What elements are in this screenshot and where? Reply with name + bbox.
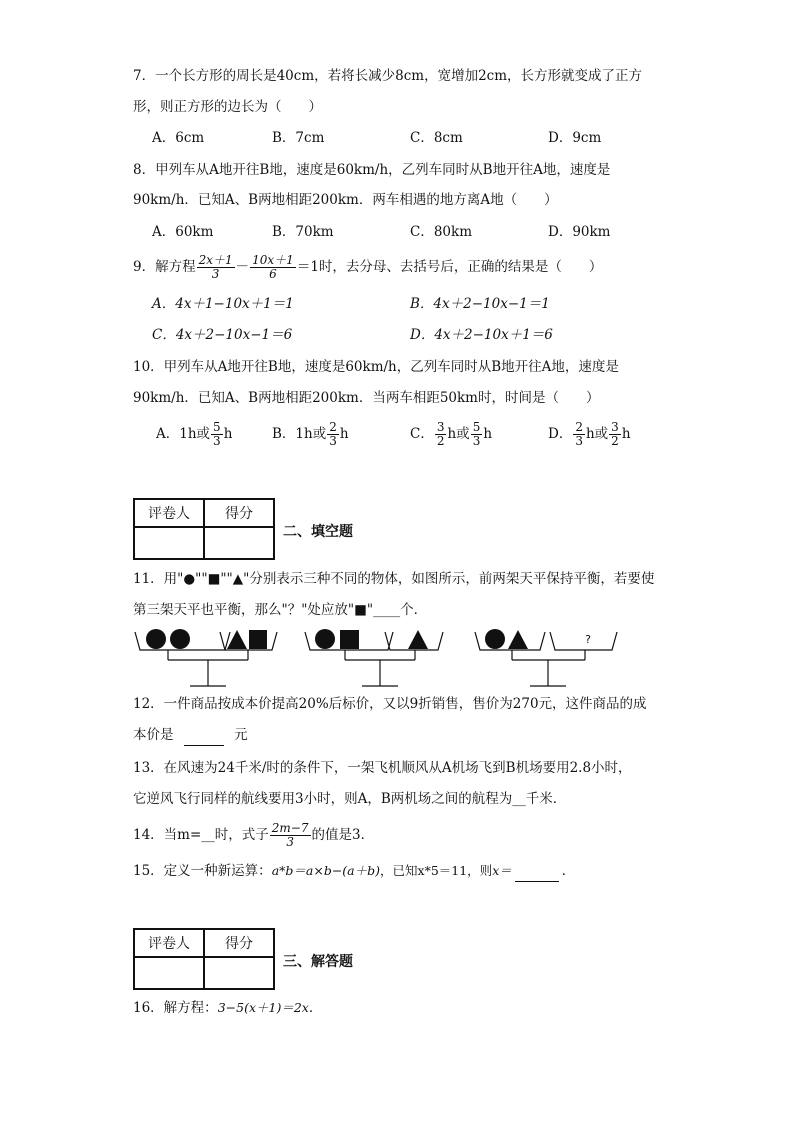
q10-d-fraction-2 [609, 421, 621, 448]
q10-c-fraction-1 [435, 421, 447, 448]
q15-prefix: 15．定义一种新运算： [133, 863, 272, 879]
q10-b-fraction [327, 421, 339, 448]
q9-option-b: B．4x＋2−10x−1＝1 [410, 296, 550, 312]
balance-scale-2 [305, 629, 443, 686]
scale-3-right-pan [550, 632, 617, 650]
q10-c-post: h [483, 426, 493, 442]
q12-line2 [133, 725, 248, 746]
score-table-1-score-header: 得分 [204, 499, 274, 527]
q8-option-a: A．60km [152, 224, 214, 240]
q7-option-c: C．8cm [410, 130, 463, 146]
circle-icon [485, 629, 505, 649]
q10-line2: 90km/h．已知A、B两地相距200km．当两车相距50km时，时间是（ ） [133, 390, 600, 406]
q7-line1: 7．一个长方形的周长是40cm，若将长减少8cm，宽增加2cm，长方形就变成了正方 [133, 68, 643, 84]
q9-suffix: ＝1时，去分母、去括号后，正确的结果是（ ） [296, 259, 603, 275]
score-table-2 [133, 928, 275, 990]
square-icon [340, 630, 359, 649]
q10-c-label: C． [410, 426, 434, 442]
q8-line2: 90km/h．已知A、B两地相距200km．两车相遇的地方离A地（ ） [133, 192, 558, 208]
q16-end: ． [308, 1000, 323, 1016]
scale-3-question-mark: ? [585, 633, 591, 646]
q10-c-den2: 3 [472, 434, 481, 448]
q9-option-a: A．4x＋1−10x＋1＝1 [152, 296, 294, 312]
q10-a-fraction [211, 421, 223, 448]
q11-line1: 11．用"●""■""▲"分别表示三种不同的物体，如图所示，前两架天平保持平衡，若要使 [133, 571, 655, 587]
score-table-2-grader-cell[interactable] [134, 957, 204, 989]
q9-frac1-den: 3 [211, 267, 220, 281]
q10-c-den1: 2 [436, 434, 445, 448]
q10-option-d [548, 418, 631, 450]
q15-formula: a*b＝a×b−(a＋b) [271, 863, 381, 878]
section-answer-title: 三、解答题 [283, 954, 353, 970]
q9-minus: － [235, 259, 250, 275]
q9-frac2-num: 10x＋1 [252, 253, 294, 267]
score-table-2-score-header: 得分 [204, 929, 274, 957]
q10-a-label: A． [156, 426, 180, 442]
triangle-icon [408, 630, 428, 649]
q11-line2: 第三架天平也平衡，那么"？"处应放"■"____个． [133, 602, 428, 618]
q12-line2-prefix: 本价是 [133, 727, 174, 743]
q10-a-den: 3 [213, 434, 221, 448]
q10-b-label: B． [272, 426, 296, 442]
q10-b-post: h [339, 426, 349, 442]
q15-end: ． [561, 863, 576, 879]
q9-prefix: 9．解方程 [133, 259, 196, 275]
q13-line1: 13．在风速为24千米/时的条件下，一架飞机顺风从A机场飞到B机场要用2.8小时， [133, 760, 632, 776]
triangle-icon [508, 630, 528, 649]
q9-frac2-den: 6 [269, 267, 277, 281]
q14-prefix: 14．当m=__时，式子 [133, 827, 269, 843]
balance-scale-1 [135, 629, 277, 686]
q12-line1: 12．一件商品按成本价提高20%后标价，又以9折销售，售价为270元，这件商品的成 [133, 696, 647, 712]
q14-suffix: 的值是3． [311, 827, 375, 843]
q10-d-den2: 2 [611, 434, 619, 448]
q14-frac-num: 2m−7 [271, 821, 309, 835]
circle-icon [315, 629, 335, 649]
q10-c-mid: h或 [447, 426, 470, 442]
q12-answer-blank[interactable] [184, 725, 224, 746]
q10-d-num1: 2 [575, 420, 583, 434]
q16-stem [133, 998, 322, 1018]
q9-fraction-1 [197, 254, 235, 281]
q10-c-fraction-2 [471, 421, 483, 448]
circle-icon [146, 629, 166, 649]
q10-b-den: 3 [329, 434, 337, 448]
q15-mid: ，已知x*5＝11，则 [380, 863, 493, 878]
q14-fraction [270, 822, 311, 849]
q10-line1: 10．甲列车从A地开往B地，速度是60km/h，乙列车同时从B地开往A地，速度是 [133, 359, 619, 375]
q12-line2-suffix: 元 [234, 727, 248, 743]
q15-answer-blank[interactable] [515, 861, 559, 882]
q15-var: x＝ [492, 863, 512, 878]
score-table-1-score-cell[interactable] [204, 527, 274, 559]
q7-option-d: D．9cm [548, 130, 602, 146]
q9-fraction-2 [250, 254, 296, 281]
balance-scale-3 [475, 629, 617, 686]
q16-formula: 3−5(x＋1)＝2x [217, 1000, 309, 1015]
q9-option-d: D．4x＋2−10x＋1＝6 [410, 327, 553, 343]
balance-scales-figure [130, 620, 630, 690]
q10-c-num1: 3 [436, 420, 445, 434]
q14-stem [133, 819, 374, 851]
q10-option-a [156, 418, 232, 450]
circle-icon [170, 629, 190, 649]
score-table-1 [133, 498, 275, 560]
q13-line2: 它逆风飞行同样的航线要用3小时，则A，B两机场之间的航程为__千米． [133, 791, 567, 807]
q9-stem [133, 251, 602, 283]
q10-d-num2: 3 [611, 420, 619, 434]
q8-option-d: D．90km [548, 224, 611, 240]
q10-d-mid: h或 [585, 426, 609, 442]
q10-a-num: 5 [213, 420, 221, 434]
q7-option-b: B．7cm [272, 130, 325, 146]
q8-option-b: B．70km [272, 224, 334, 240]
q14-frac-den: 3 [286, 835, 294, 849]
score-table-1-grader-cell[interactable] [134, 527, 204, 559]
q15-stem [133, 861, 575, 882]
q10-d-fraction-1 [573, 421, 585, 448]
q10-a-pre: 1h或 [179, 426, 211, 442]
score-table-2-grader-header: 评卷人 [134, 929, 204, 957]
square-icon [249, 630, 267, 649]
q10-d-label: D． [548, 426, 573, 442]
q10-c-num2: 5 [472, 420, 481, 434]
q10-option-c [410, 418, 492, 450]
q16-prefix: 16．解方程： [133, 1000, 218, 1016]
score-table-2-score-cell[interactable] [204, 957, 274, 989]
q10-d-den1: 3 [575, 434, 583, 448]
q10-a-post: h [223, 426, 233, 442]
q7-line2: 形，则正方形的边长为（ ） [133, 99, 322, 115]
q10-b-pre: 1h或 [295, 426, 327, 442]
q7-option-a: A．6cm [152, 130, 205, 146]
score-table-1-grader-header: 评卷人 [134, 499, 204, 527]
q10-d-post: h [621, 426, 631, 442]
section-fill-blank-title: 二、填空题 [283, 524, 353, 540]
q9-option-c: C．4x＋2−10x−1＝6 [152, 327, 293, 343]
q10-b-num: 2 [329, 420, 337, 434]
q10-option-b [272, 418, 349, 450]
q9-frac1-num: 2x＋1 [198, 253, 233, 267]
q8-line1: 8．甲列车从A地开往B地，速度是60km/h，乙列车同时从B地开往A地，速度是 [133, 162, 611, 178]
q8-option-c: C．80km [410, 224, 472, 240]
